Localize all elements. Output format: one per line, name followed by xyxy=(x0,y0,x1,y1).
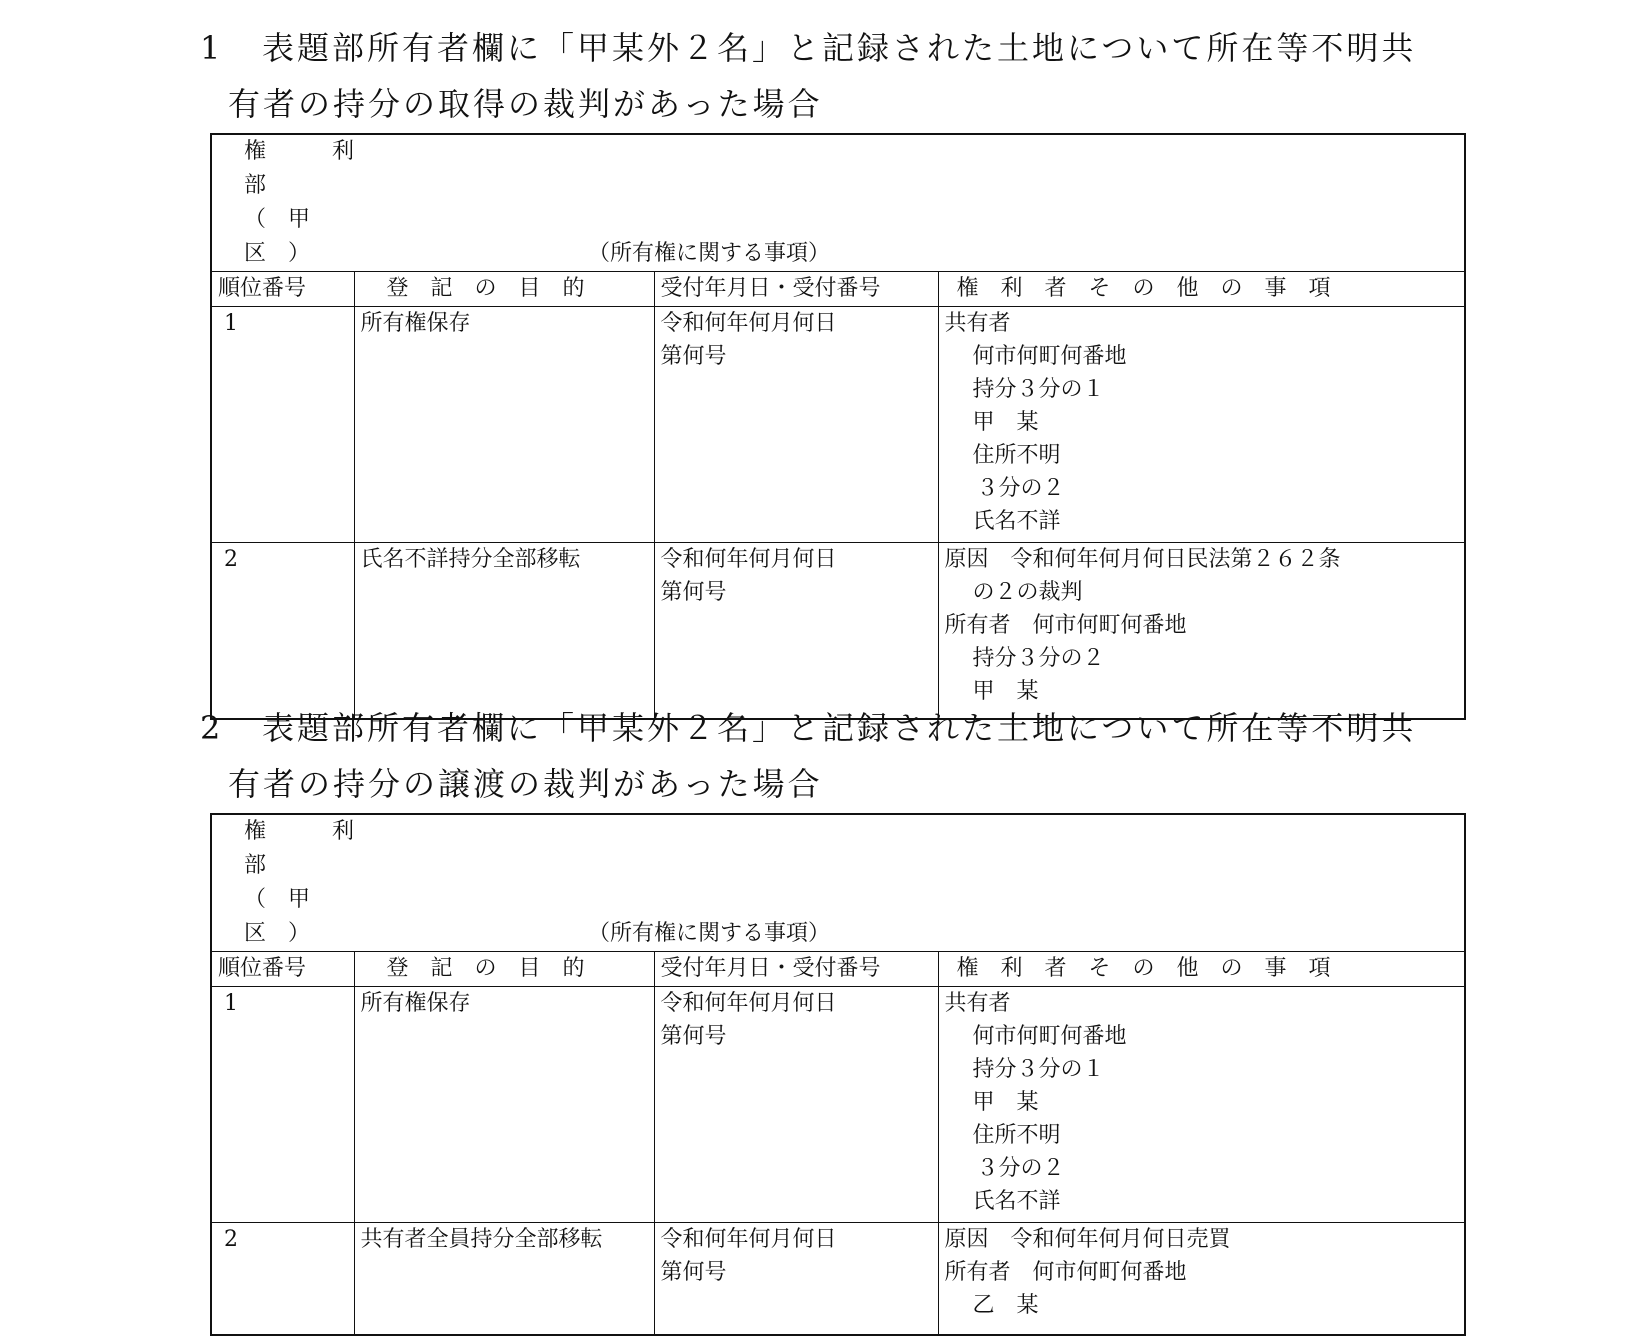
col-header-purpose: 登 記 の 目 的 xyxy=(354,272,654,307)
holder-line: 所有者 何市何町何番地 xyxy=(944,613,1187,638)
number-text: 第何号 xyxy=(660,1024,727,1049)
date-text: 令和何年何月何日 xyxy=(660,1227,837,1252)
holder-line: 所有者 何市何町何番地 xyxy=(944,1260,1187,1285)
holder-line: 甲 某 xyxy=(972,410,1039,435)
column-header-row xyxy=(211,952,1465,987)
section-1-title-line1: 表題部所有者欄に「甲某外２名」と記録された土地について所在等不明共 xyxy=(262,29,1417,67)
rights-section-note: （所有権に関する事項） xyxy=(588,921,831,946)
holder-line: 甲 某 xyxy=(972,1090,1039,1115)
date-text: 令和何年何月何日 xyxy=(660,547,837,572)
section-2-title-line1: 表題部所有者欄に「甲某外２名」と記録された土地について所在等不明共 xyxy=(262,709,1417,747)
date-text: 令和何年何月何日 xyxy=(660,991,837,1016)
rights-section-title: 権 利 部 （甲区） xyxy=(244,139,421,266)
rank-cell: 1 xyxy=(211,307,354,543)
holder-line: 原因 令和何年何月何日売買 xyxy=(944,1227,1231,1252)
purpose-cell: 所有権保存 xyxy=(354,987,654,1223)
table-title-cell xyxy=(211,814,1465,952)
section-2-heading xyxy=(200,700,1460,812)
rank-cell: 1 xyxy=(211,987,354,1223)
holder-line: 持分３分の２ xyxy=(972,646,1105,671)
holder-line: 甲 某 xyxy=(972,679,1039,704)
number-text: 第何号 xyxy=(660,344,727,369)
rank-cell: 2 xyxy=(211,543,354,719)
date-cell xyxy=(654,307,938,543)
holder-line: 氏名不詳 xyxy=(972,1189,1061,1214)
holder-line: の２の裁判 xyxy=(972,580,1083,605)
col-header-date: 受付年月日・受付番号 xyxy=(654,952,938,987)
holder-line: ３分の２ xyxy=(976,476,1065,501)
holder-line: 何市何町何番地 xyxy=(972,1024,1127,1049)
holder-cell xyxy=(938,307,1465,543)
holder-line: ３分の２ xyxy=(976,1156,1065,1181)
col-header-purpose: 登 記 の 目 的 xyxy=(354,952,654,987)
holder-cell xyxy=(938,987,1465,1223)
date-cell xyxy=(654,987,938,1223)
table-row xyxy=(211,307,1465,543)
section-1-title-line2: 有者の持分の取得の裁判があった場合 xyxy=(228,85,823,123)
section-2-title-line2: 有者の持分の譲渡の裁判があった場合 xyxy=(228,765,823,803)
holder-line: 乙 某 xyxy=(972,1293,1039,1318)
holder-cell xyxy=(938,1223,1465,1335)
purpose-cell: 共有者全員持分全部移転 xyxy=(354,1223,654,1335)
table-title-row xyxy=(211,134,1465,272)
table-title-row xyxy=(211,814,1465,952)
holder-line: 住所不明 xyxy=(972,1123,1061,1148)
holder-line: 共有者 xyxy=(944,991,1011,1016)
col-header-date: 受付年月日・受付番号 xyxy=(654,272,938,307)
column-header-row xyxy=(211,272,1465,307)
purpose-cell: 氏名不詳持分全部移転 xyxy=(354,543,654,719)
holder-line: 住所不明 xyxy=(972,443,1061,468)
holder-line: 共有者 xyxy=(944,311,1011,336)
number-text: 第何号 xyxy=(660,1260,727,1285)
holder-line: 何市何町何番地 xyxy=(972,344,1127,369)
table-row xyxy=(211,987,1465,1223)
col-header-rank: 順位番号 xyxy=(211,272,354,307)
rank-cell: 2 xyxy=(211,1223,354,1335)
registry-table-2 xyxy=(210,813,1466,1336)
holder-line: 氏名不詳 xyxy=(972,509,1061,534)
holder-line: 持分３分の１ xyxy=(972,1057,1105,1082)
purpose-cell: 所有権保存 xyxy=(354,307,654,543)
date-cell xyxy=(654,543,938,719)
col-header-holder: 権 利 者 そ の 他 の 事 項 xyxy=(938,952,1465,987)
registry-table-1 xyxy=(210,133,1466,720)
table-row xyxy=(211,1223,1465,1335)
col-header-rank: 順位番号 xyxy=(211,952,354,987)
section-1-number: 1 xyxy=(200,29,224,67)
number-text: 第何号 xyxy=(660,580,727,605)
col-header-holder: 権 利 者 そ の 他 の 事 項 xyxy=(938,272,1465,307)
holder-cell xyxy=(938,543,1465,719)
holder-line: 持分３分の１ xyxy=(972,377,1105,402)
section-2-number: 2 xyxy=(200,709,224,747)
date-text: 令和何年何月何日 xyxy=(660,311,837,336)
holder-line: 原因 令和何年何月何日民法第２６２条 xyxy=(944,547,1341,572)
rights-section-note: （所有権に関する事項） xyxy=(588,241,831,266)
table-title-cell xyxy=(211,134,1465,272)
rights-section-title: 権 利 部 （甲区） xyxy=(244,819,421,946)
date-cell xyxy=(654,1223,938,1335)
table-row xyxy=(211,543,1465,719)
section-1-heading xyxy=(200,20,1460,132)
